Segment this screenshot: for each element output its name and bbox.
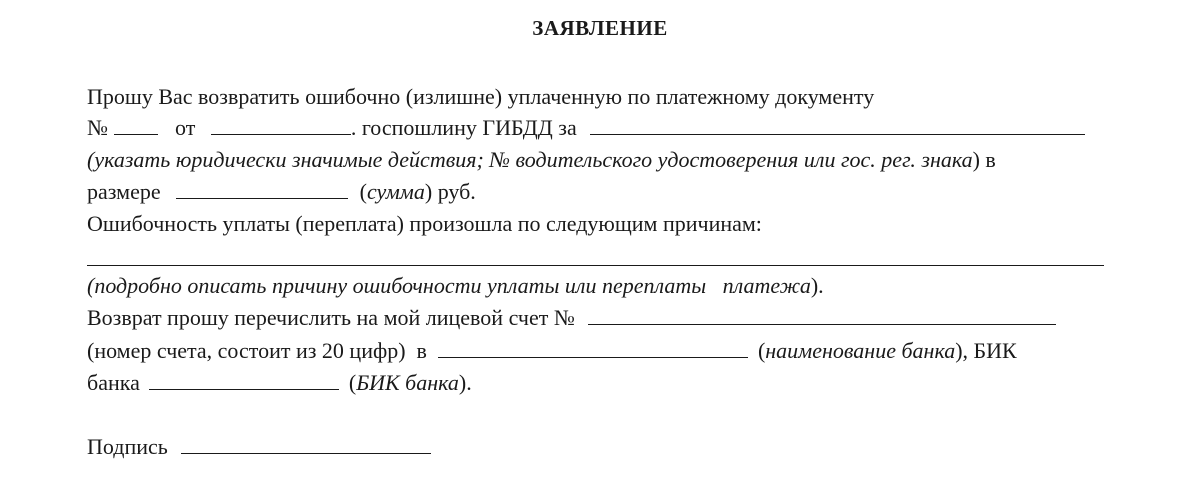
bik-suffix: ). [458,370,472,395]
reason-hint-line [87,272,824,300]
purpose-suffix: ) в [972,147,996,172]
account-line [87,304,1056,332]
amount-line: размере (сумма) руб. [87,179,476,204]
document-title: ЗАЯВЛЕНИЕ [532,16,668,40]
bank-name-field[interactable] [438,337,748,358]
from-label: от [175,115,196,140]
account-note: (номер счета, состоит из 20 цифр) в [87,338,427,363]
amount-field[interactable] [176,178,348,199]
amount-label: размере [87,179,161,204]
signature-line [87,433,431,461]
purpose-hint: (указать юридически значимые действия; № водительского удостоверения или гос. рег. знака [87,147,973,172]
account-number-field[interactable] [588,304,1056,325]
bik-line: банка (БИК банка). [87,370,472,395]
reason-intro: Ошибочность уплаты (переплата) произошла по следующим причинам: [87,211,762,236]
document-number-field[interactable] [114,114,158,135]
bank-line: (номер счета, состоит из 20 цифр) в (наименование банка), БИК [87,338,1017,363]
amount-hint: сумма [366,179,425,204]
purpose-hint-line [87,146,996,174]
bank-label: банка [87,370,140,395]
account-text: Возврат прошу перечислить на мой лицевой счет № [87,305,575,330]
reason-hint: (подробно описать причину ошибочности уплаты или переплаты платежа [87,273,811,298]
document-date-field[interactable] [211,114,351,135]
reason-intro-line [87,210,762,238]
bank-hint: наименование банка [765,338,956,363]
reason-field[interactable] [87,265,1104,266]
fee-purpose-field[interactable] [590,114,1085,135]
fee-text: . госпошлину ГИБДД за [350,115,577,140]
bik-hint: БИК банка [356,370,459,395]
request-text: Прошу Вас возвратить ошибочно (излишне) уплаченную по платежному документу [87,84,875,109]
payment-document-line [87,114,1085,142]
reason-suffix: ). [810,273,824,298]
request-line [87,83,874,111]
currency-label: руб. [437,179,476,204]
number-label: № [87,115,108,140]
bik-label: ), БИК [955,338,1017,363]
bik-field[interactable] [149,369,339,390]
signature-field[interactable] [181,433,431,454]
signature-label: Подпись [87,434,168,459]
